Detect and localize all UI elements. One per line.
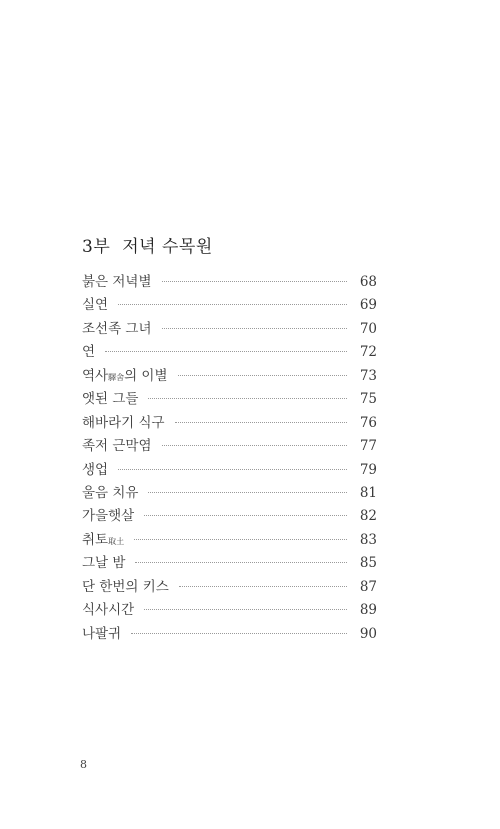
toc-entry-title: 족저 근막염 — [82, 438, 152, 455]
toc-entry[interactable] — [82, 459, 377, 482]
toc-entry-title-suffix: 의 이별 — [124, 367, 168, 384]
toc-entry-page: 81 — [359, 484, 377, 501]
dot-leader — [162, 328, 348, 329]
dot-leader — [144, 609, 347, 610]
toc-entry-title: 조선족 그녀 — [82, 320, 152, 337]
dot-leader — [135, 562, 347, 563]
dot-leader — [179, 586, 347, 587]
toc-entry[interactable] — [82, 529, 377, 552]
section-heading — [82, 232, 213, 257]
toc-entry[interactable] — [82, 388, 377, 411]
toc-entry[interactable] — [82, 505, 377, 528]
table-of-contents — [82, 271, 377, 646]
part-label: 3부 — [82, 237, 111, 257]
toc-entry-title: 가을햇살 — [82, 508, 135, 525]
toc-entry[interactable] — [82, 552, 377, 575]
toc-entry[interactable] — [82, 599, 377, 622]
toc-entry[interactable] — [82, 435, 377, 458]
toc-entry[interactable] — [82, 318, 377, 341]
toc-entry-page: 89 — [359, 602, 377, 619]
toc-entry[interactable] — [82, 623, 377, 646]
toc-entry-title-main: 취토 — [82, 531, 109, 548]
toc-entry[interactable] — [82, 482, 377, 505]
toc-entry-title-main: 역사 — [82, 367, 109, 384]
toc-entry-title — [82, 365, 168, 389]
toc-entry-title — [82, 529, 124, 553]
section-title: 저녁 수목원 — [122, 237, 213, 257]
dot-leader — [118, 304, 347, 305]
toc-entry[interactable] — [82, 294, 377, 317]
dot-leader — [134, 539, 347, 540]
toc-entry-title: 그날 밤 — [82, 555, 126, 572]
toc-entry-title: 울음 치유 — [82, 484, 139, 501]
toc-entry-title: 붉은 저녁별 — [82, 274, 152, 290]
toc-entry[interactable] — [82, 341, 377, 364]
toc-entry-page: 77 — [359, 438, 377, 455]
dot-leader — [148, 492, 347, 493]
dot-leader — [131, 633, 347, 634]
dot-leader — [105, 351, 347, 352]
toc-entry-page: 72 — [359, 344, 377, 361]
toc-entry-title: 나팔귀 — [82, 625, 122, 642]
toc-entry-page: 90 — [359, 625, 377, 642]
toc-entry-page: 87 — [359, 578, 377, 595]
toc-entry[interactable] — [82, 576, 377, 599]
toc-entry-page: 75 — [359, 391, 377, 408]
toc-entry-page: 73 — [359, 367, 377, 384]
toc-entry-title: 연 — [82, 344, 96, 361]
toc-entry-title: 생업 — [82, 461, 109, 478]
toc-entry-title: 식사시간 — [82, 602, 135, 619]
dot-leader — [148, 398, 347, 399]
toc-entry-page: 83 — [359, 531, 377, 548]
toc-entry-page: 82 — [359, 508, 377, 525]
toc-entry-page: 68 — [359, 274, 377, 290]
toc-entry-title: 단 한번의 키스 — [82, 578, 169, 595]
dot-leader — [175, 422, 347, 423]
toc-entry-page: 76 — [359, 414, 377, 431]
hanja-note: 驛舍 — [108, 372, 125, 382]
dot-leader — [144, 515, 347, 516]
hanja-note: 取土 — [108, 536, 125, 546]
page-number: 8 — [80, 758, 87, 771]
dot-leader — [178, 375, 347, 376]
toc-entry-page: 85 — [359, 555, 377, 572]
toc-entry[interactable] — [82, 365, 377, 388]
toc-entry[interactable] — [82, 412, 377, 435]
toc-entry-page: 70 — [359, 320, 377, 337]
toc-entry-title: 앳된 그들 — [82, 391, 139, 408]
toc-entry-title: 해바라기 식구 — [82, 414, 165, 431]
toc-entry-page: 79 — [359, 461, 377, 478]
toc-entry-title: 실연 — [82, 297, 109, 314]
dot-leader — [162, 445, 348, 446]
toc-entry-page: 69 — [359, 297, 377, 314]
toc-entry[interactable] — [82, 271, 377, 294]
dot-leader — [118, 469, 347, 470]
dot-leader — [162, 281, 348, 282]
